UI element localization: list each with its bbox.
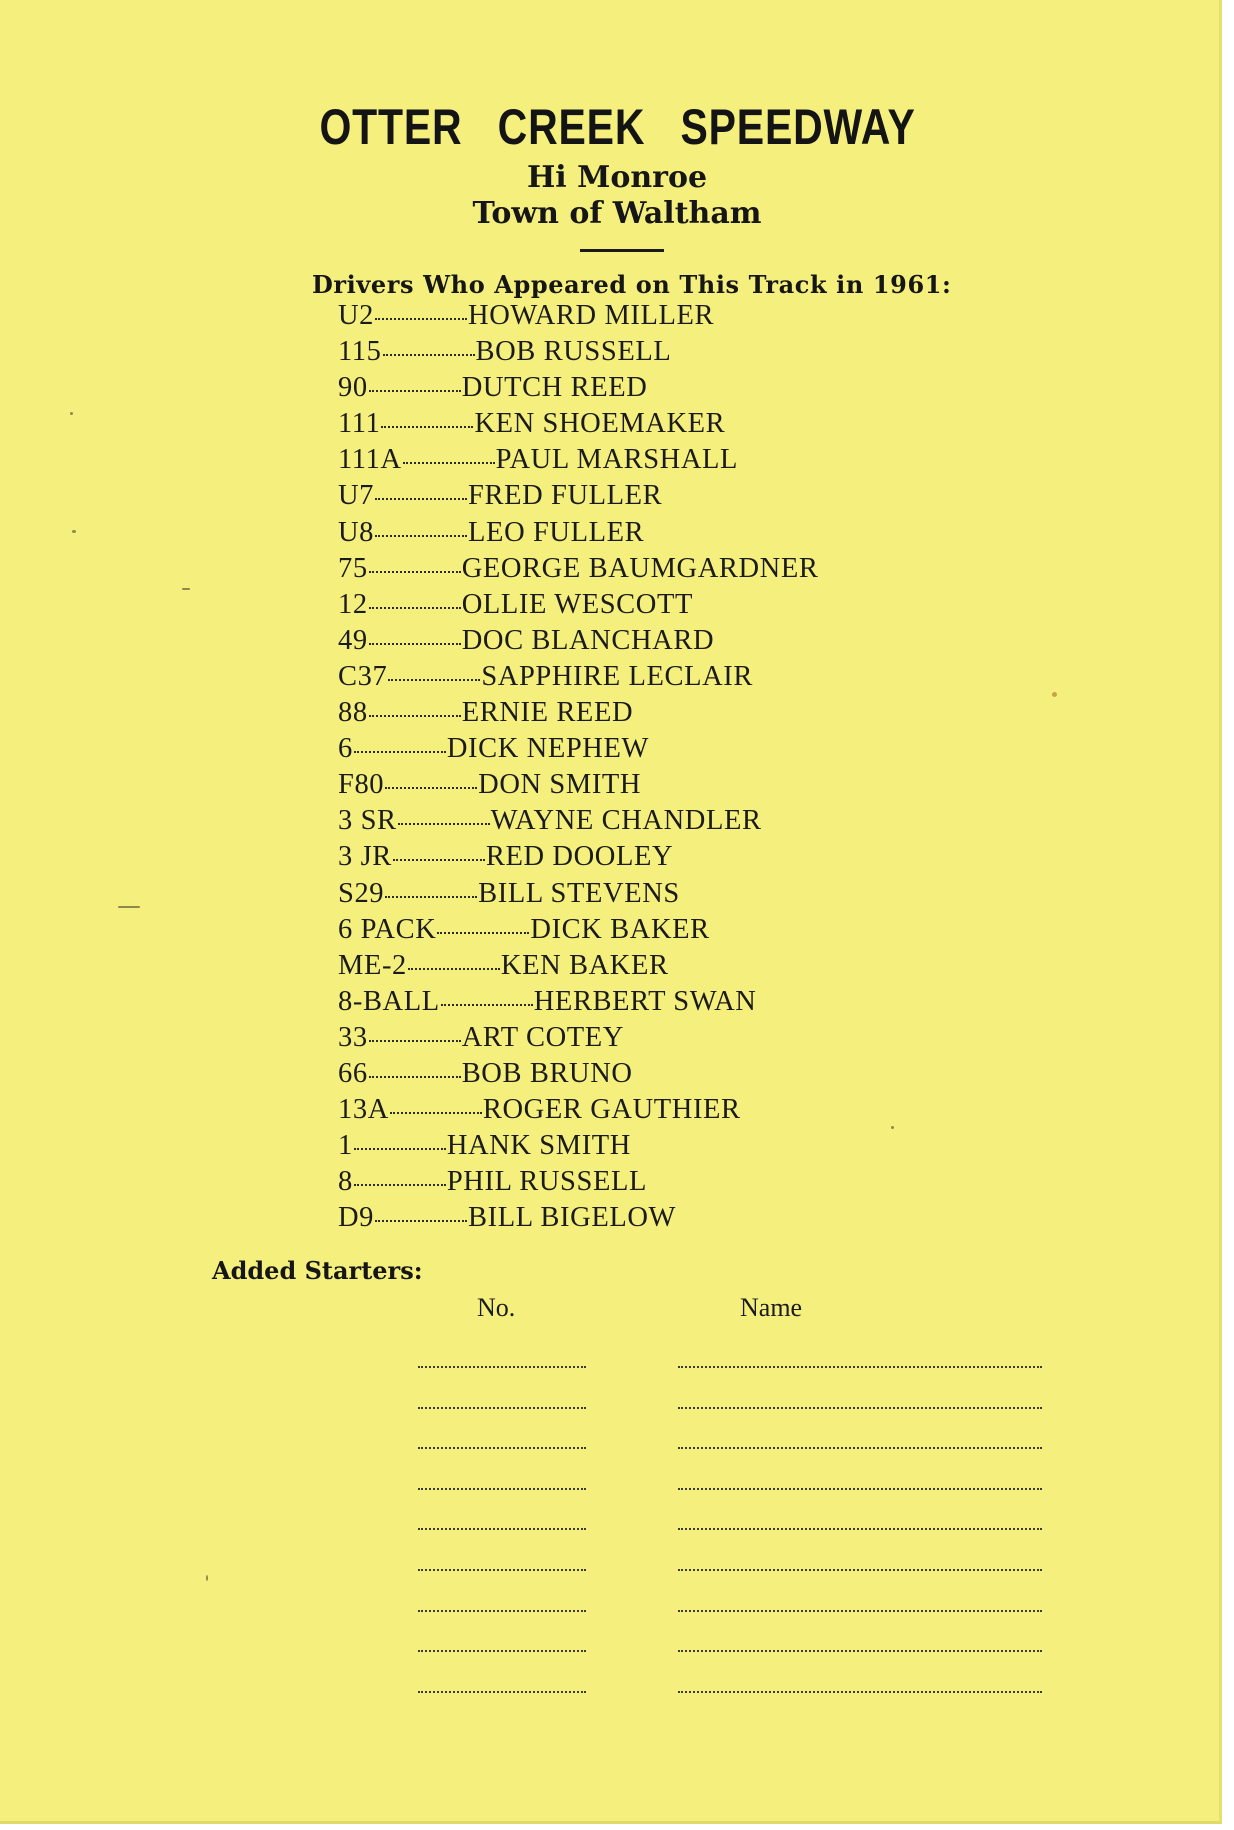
- paper-speck: [72, 530, 76, 533]
- added-starters-heading: Added Starters:: [212, 1256, 423, 1285]
- car-number: S29: [338, 877, 385, 909]
- dot-leader: [388, 678, 480, 681]
- driver-row: [338, 480, 818, 516]
- dot-leader: [369, 389, 461, 392]
- speedway-title: OTTER CREEK SPEEDWAY: [319, 99, 916, 155]
- driver-name: WAYNE CHANDLER: [490, 805, 762, 837]
- car-number: 13A: [338, 1094, 389, 1126]
- blank-entry-row: [0, 1397, 1234, 1438]
- dot-leader: [375, 497, 467, 500]
- driver-row: [338, 517, 818, 553]
- blank-number-line: [418, 1488, 586, 1490]
- blank-number-line: [418, 1366, 586, 1368]
- driver-row: [338, 1202, 818, 1238]
- car-number: C37: [338, 660, 388, 692]
- blank-entry-row: [0, 1437, 1234, 1478]
- blank-name-line: [678, 1569, 1042, 1571]
- driver-name: BOB RUSSELL: [475, 336, 672, 368]
- dot-leader: [375, 534, 467, 537]
- blank-number-line: [418, 1691, 586, 1693]
- blank-entry-row: [0, 1559, 1234, 1600]
- car-number: 49: [338, 624, 368, 656]
- driver-row: [338, 444, 818, 480]
- car-number: 6 PACK: [338, 913, 437, 945]
- blank-name-line: [678, 1650, 1042, 1652]
- dot-leader: [383, 353, 475, 356]
- title-divider: [580, 249, 664, 252]
- dot-leader: [398, 822, 490, 825]
- driver-name: ROGER GAUTHIER: [482, 1094, 741, 1126]
- driver-row: [338, 769, 818, 805]
- car-number: U7: [338, 480, 375, 512]
- subtitle-location: Hi Monroe: [526, 160, 708, 195]
- blank-entry-row: [0, 1600, 1234, 1641]
- blank-number-line: [418, 1407, 586, 1409]
- driver-row: [338, 914, 818, 950]
- driver-name: HOWARD MILLER: [468, 300, 715, 331]
- dot-leader: [369, 1039, 461, 1042]
- blank-name-line: [678, 1488, 1042, 1490]
- dot-leader: [369, 642, 461, 645]
- drivers-list: [338, 300, 818, 1238]
- dot-leader: [354, 750, 446, 753]
- paper-speck: [206, 1575, 208, 1581]
- driver-row: [338, 950, 818, 986]
- dot-leader: [385, 786, 477, 789]
- car-number: 90: [338, 372, 368, 404]
- car-number: D9: [338, 1202, 375, 1234]
- dot-leader: [437, 931, 529, 934]
- dot-leader: [354, 1183, 446, 1186]
- driver-name: RED DOOLEY: [485, 841, 674, 873]
- driver-row: [338, 625, 818, 661]
- driver-name: LEO FULLER: [468, 516, 645, 548]
- driver-row: [338, 336, 818, 372]
- dot-leader: [385, 895, 477, 898]
- driver-row: [338, 300, 818, 336]
- driver-row: [338, 986, 818, 1022]
- driver-name: DICK BAKER: [530, 913, 710, 945]
- car-number: ME-2: [338, 949, 407, 981]
- dot-leader: [354, 1147, 446, 1150]
- driver-row: [338, 408, 818, 444]
- driver-name: SAPPHIRE LECLAIR: [481, 660, 753, 692]
- driver-row: [338, 733, 818, 769]
- car-number: 115: [338, 336, 382, 368]
- driver-name: HANK SMITH: [446, 1130, 631, 1162]
- driver-name: PAUL MARSHALL: [495, 444, 739, 476]
- blank-number-line: [418, 1569, 586, 1571]
- driver-row: [338, 878, 818, 914]
- driver-name: DICK NEPHEW: [446, 733, 649, 765]
- driver-row: [338, 841, 818, 877]
- driver-name: ERNIE REED: [461, 697, 634, 729]
- blank-entry-row: [0, 1356, 1234, 1397]
- car-number: U8: [338, 516, 375, 548]
- driver-row: [338, 1058, 818, 1094]
- car-number: 111A: [338, 444, 402, 476]
- blank-number-line: [418, 1650, 586, 1652]
- blank-name-line: [678, 1447, 1042, 1449]
- dot-leader: [369, 606, 461, 609]
- blank-number-line: [418, 1610, 586, 1612]
- dot-leader: [393, 858, 485, 861]
- car-number: 66: [338, 1057, 368, 1089]
- driver-name: BILL STEVENS: [478, 877, 680, 909]
- blank-name-line: [678, 1407, 1042, 1409]
- driver-name: PHIL RUSSELL: [446, 1166, 647, 1198]
- driver-row: [338, 553, 818, 589]
- car-number: 88: [338, 697, 368, 729]
- dot-leader: [369, 1075, 461, 1078]
- paper-speck: [1052, 692, 1057, 697]
- column-header-no: No.: [477, 1293, 516, 1322]
- car-number: 8: [338, 1166, 353, 1198]
- column-header-name: Name: [740, 1293, 803, 1322]
- car-number: U2: [338, 300, 375, 331]
- car-number: 8-BALL: [338, 985, 440, 1017]
- car-number: 3 JR: [338, 841, 392, 873]
- dot-leader: [369, 714, 461, 717]
- driver-name: BILL BIGELOW: [468, 1202, 677, 1234]
- driver-row: [338, 805, 818, 841]
- dot-leader: [381, 425, 473, 428]
- blank-name-line: [678, 1528, 1042, 1530]
- blank-entry-row: [0, 1681, 1234, 1722]
- blank-entry-row: [0, 1478, 1234, 1519]
- blank-name-line: [678, 1366, 1042, 1368]
- driver-name: DOC BLANCHARD: [461, 624, 715, 656]
- driver-name: BOB BRUNO: [461, 1057, 633, 1089]
- dot-leader: [369, 570, 461, 573]
- car-number: 111: [338, 408, 381, 440]
- driver-row: [338, 1094, 818, 1130]
- blank-number-line: [418, 1528, 586, 1530]
- driver-name: KEN BAKER: [500, 949, 669, 981]
- paper-speck: [182, 588, 190, 590]
- driver-name: DON SMITH: [478, 769, 642, 801]
- driver-name: KEN SHOEMAKER: [474, 408, 726, 440]
- driver-row: [338, 589, 818, 625]
- car-number: 1: [338, 1130, 353, 1162]
- driver-row: [338, 372, 818, 408]
- driver-name: DUTCH REED: [461, 372, 648, 404]
- driver-name: GEORGE BAUMGARDNER: [461, 552, 819, 584]
- driver-name: HERBERT SWAN: [533, 985, 757, 1017]
- driver-name: ART COTEY: [461, 1021, 624, 1053]
- car-number: 3 SR: [338, 805, 397, 837]
- driver-row: [338, 697, 818, 733]
- dot-leader: [375, 317, 467, 320]
- driver-name: FRED FULLER: [468, 480, 663, 512]
- dot-leader: [441, 1003, 533, 1006]
- driver-row: [338, 661, 818, 697]
- blank-entry-row: [0, 1640, 1234, 1681]
- paper-speck: [118, 906, 140, 908]
- dot-leader: [408, 967, 500, 970]
- car-number: 33: [338, 1021, 368, 1053]
- drivers-list-heading: Drivers Who Appeared on This Track in 1961:: [312, 270, 952, 299]
- blank-name-line: [678, 1610, 1042, 1612]
- blank-name-line: [678, 1691, 1042, 1693]
- subtitle-town: Town of Waltham: [472, 196, 762, 231]
- dot-leader: [390, 1111, 482, 1114]
- car-number: 12: [338, 588, 368, 620]
- driver-row: [338, 1130, 818, 1166]
- blank-entry-row: [0, 1518, 1234, 1559]
- paper-speck: [70, 412, 73, 415]
- paper-speck: [891, 1126, 894, 1129]
- blank-number-line: [418, 1447, 586, 1449]
- dot-leader: [403, 461, 495, 464]
- car-number: 6: [338, 733, 353, 765]
- car-number: F80: [338, 769, 385, 801]
- driver-row: [338, 1166, 818, 1202]
- dot-leader: [375, 1219, 467, 1222]
- added-starters-blanks: [0, 1356, 1234, 1721]
- driver-row: [338, 1022, 818, 1058]
- car-number: 75: [338, 552, 368, 584]
- driver-name: OLLIE WESCOTT: [461, 588, 693, 620]
